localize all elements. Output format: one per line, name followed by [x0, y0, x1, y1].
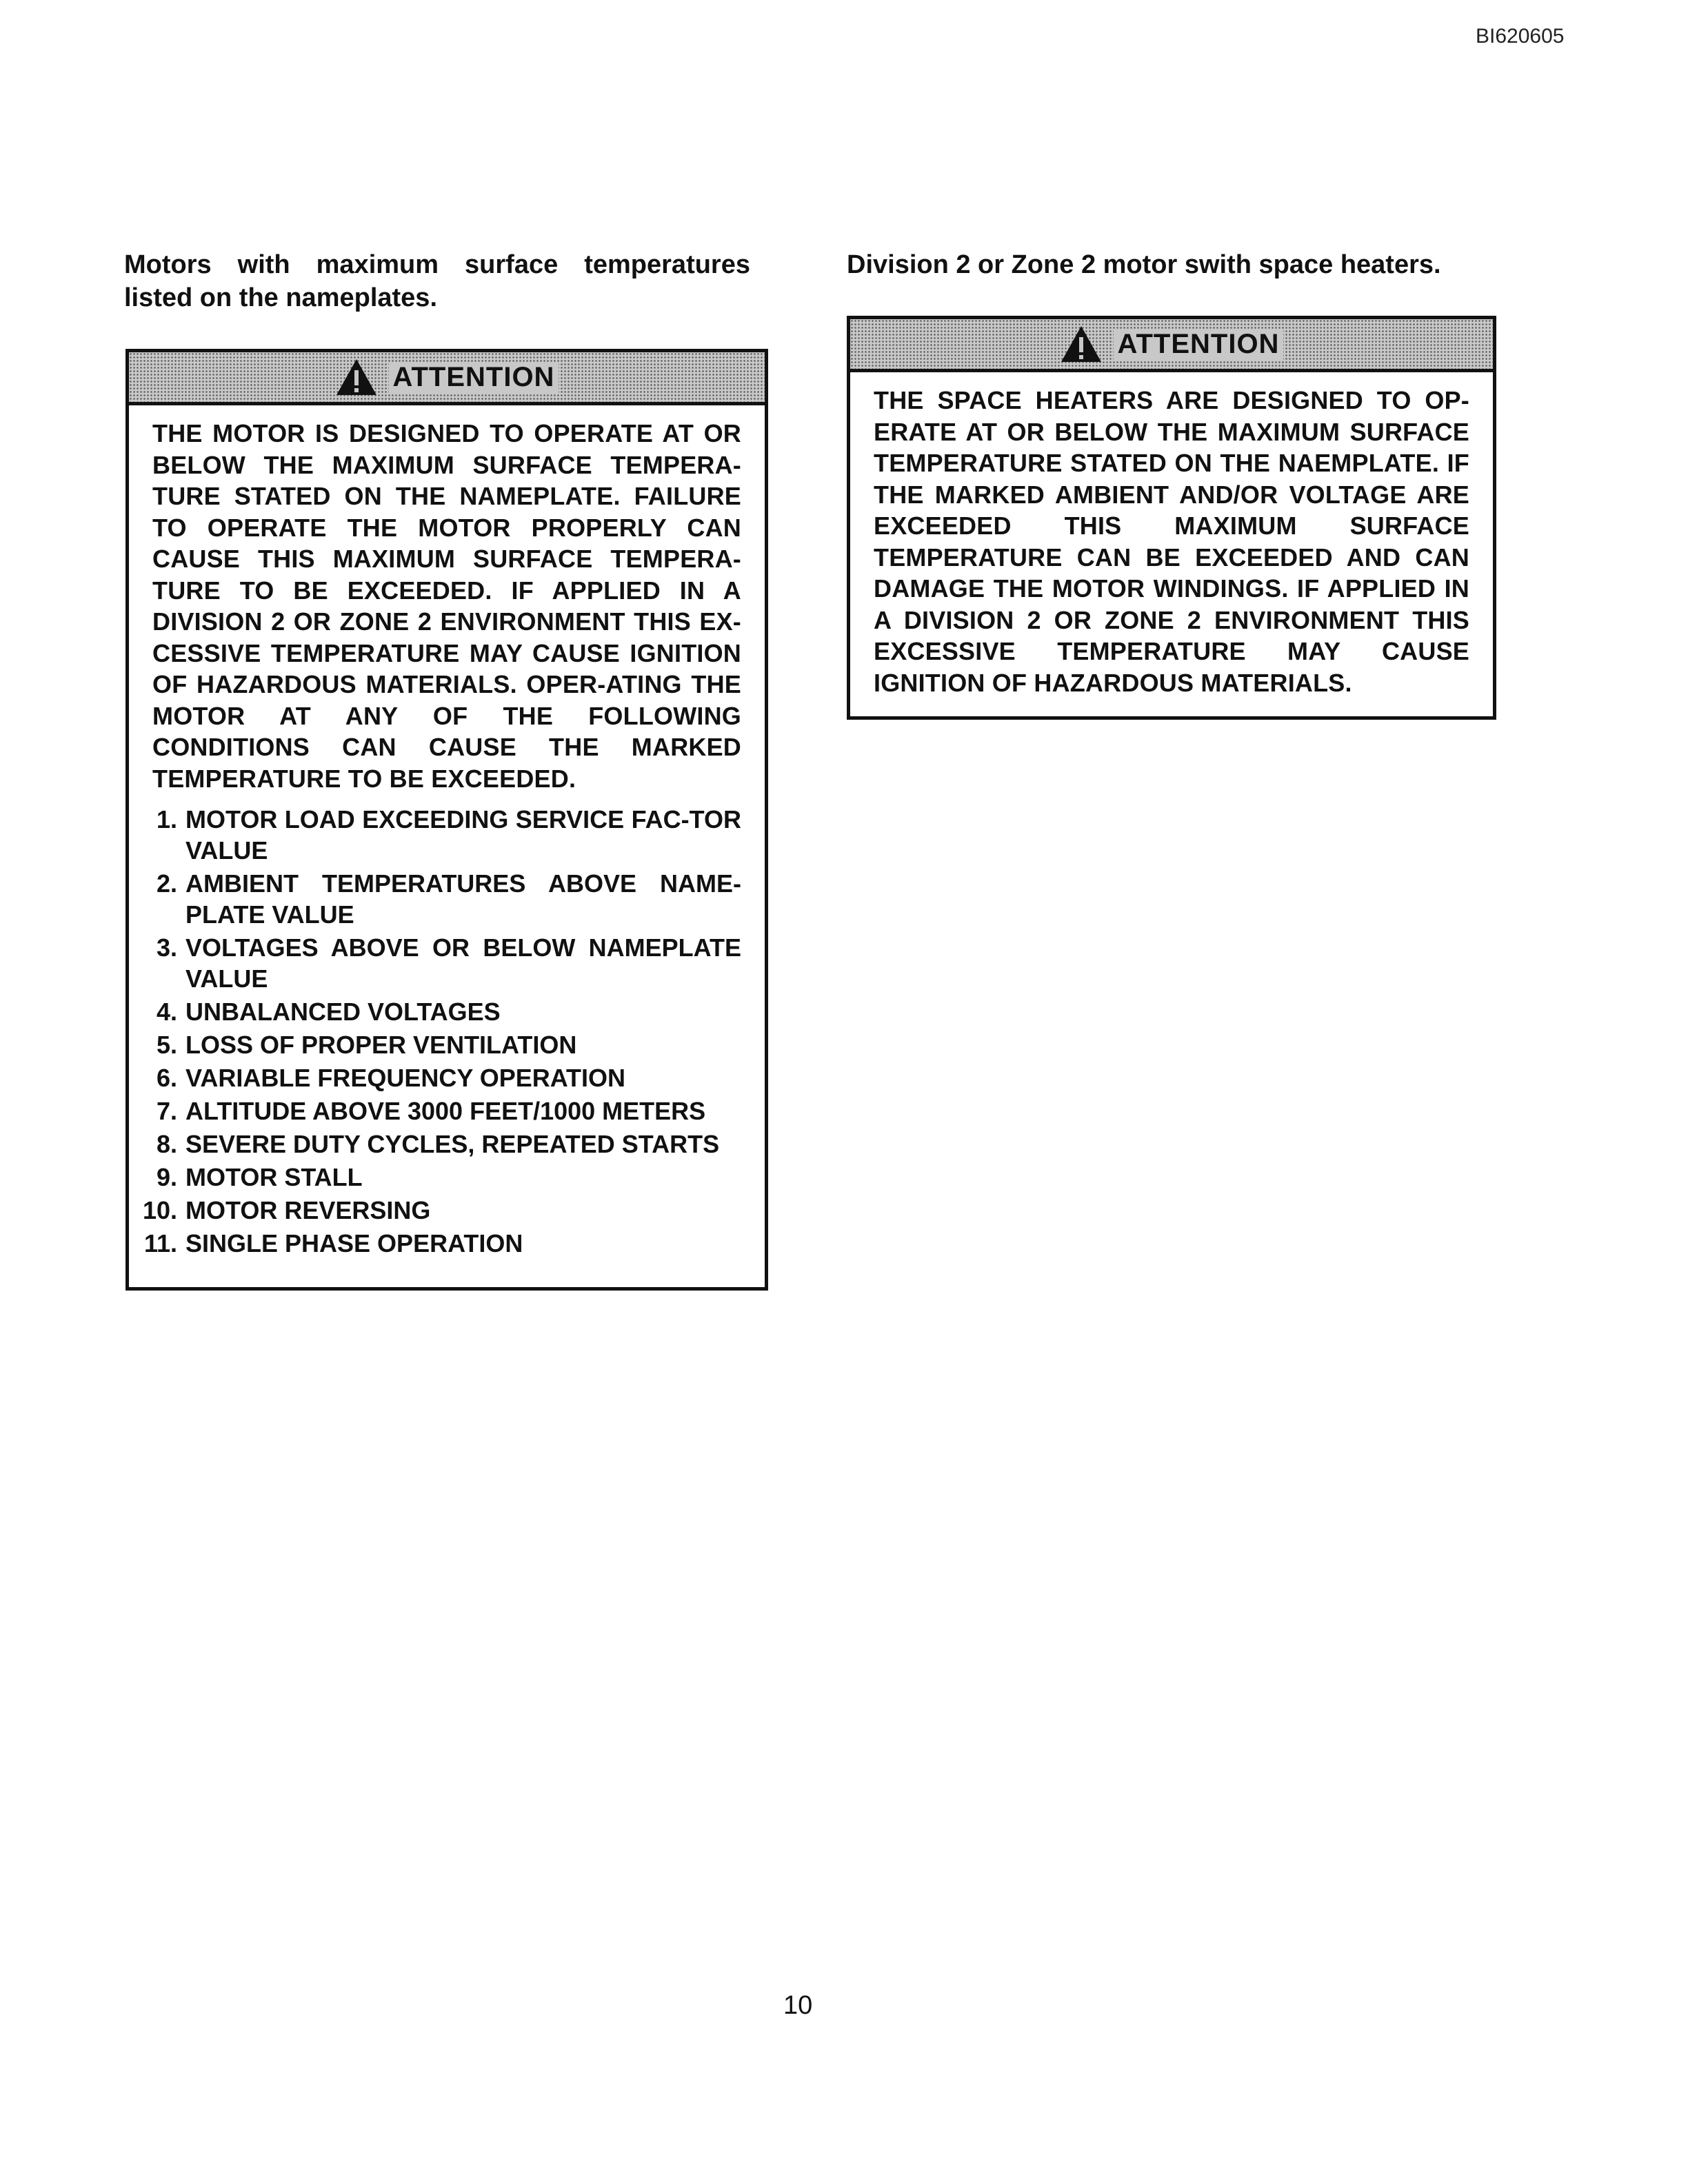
list-item-number: 3. [156, 933, 177, 962]
left-intro-text: Motors with maximum surface temperatures listed on the nameplates. [124, 250, 750, 312]
conditions-list [129, 804, 765, 1259]
list-item-number: 6. [156, 1064, 177, 1092]
list-item-text: MOTOR REVERSING [185, 1196, 431, 1224]
motor-temperature-warning-box [125, 349, 768, 1291]
list-item-text: VARIABLE FREQUENCY OPERATION [185, 1064, 626, 1092]
list-item-number: 10. [142, 1196, 177, 1224]
list-item [136, 1195, 741, 1226]
space-heater-warning-box [847, 316, 1496, 720]
list-item-text: SINGLE PHASE OPERATION [185, 1229, 523, 1257]
list-item [136, 1228, 741, 1259]
list-item-text: AMBIENT TEMPERATURES ABOVE NAME-PLATE VALUE [185, 869, 741, 929]
warning-title: ATTENTION [389, 362, 559, 393]
list-item [136, 1095, 741, 1126]
right-intro-text: Division 2 or Zone 2 motor swith space heaters. [847, 250, 1441, 279]
list-item-number: 4. [156, 998, 177, 1026]
list-item [136, 1062, 741, 1093]
warning-triangle-icon [1060, 325, 1103, 363]
list-item-number: 11. [143, 1229, 177, 1257]
warning-header [129, 352, 765, 405]
list-item [136, 1162, 741, 1193]
warning-body-text: THE SPACE HEATERS ARE DESIGNED TO OP-ERATE AT OR BELOW THE MAXIMUM SURFACE TEMPERATURE STATED ON THE NAEMPLATE. IF THE MARKED AMBIENT AND/OR VOLTAGE ARE EXCEEDED THIS MAXIMUM SURFACE TEMPERATURE CAN BE EXCEEDED AND CAN DAMAGE THE MOTOR WINDINGS. IF APPLIED IN A DIVISION 2 OR ZONE 2 ENVIRONMENT THIS EXCESSIVE TEMPERATURE MAY CAUSE IGNITION OF HAZARDOUS MATERIALS. [874, 386, 1469, 697]
list-item [136, 932, 741, 994]
list-item-number: 5. [156, 1031, 177, 1059]
list-item-text: LOSS OF PROPER VENTILATION [185, 1031, 577, 1059]
warning-body-text: THE MOTOR IS DESIGNED TO OPERATE AT OR BELOW THE MAXIMUM SURFACE TEMPERA-TURE STATED ON THE NAMEPLATE. FAILURE TO OPERATE THE MOTOR PROPERLY CAN CAUSE THIS MAXIMUM SURFACE TEMPERA-TURE TO BE EXCEEDED. IF APPLIED IN A DIVISION 2 OR ZONE 2 ENVIRONMENT THIS EX-CESSIVE TEMPERATURE MAY CAUSE IGNITION OF HAZARDOUS MATERIALS. OPER-ATING THE MOTOR AT ANY OF THE FOLLOWING CONDITIONS CAN CAUSE THE MARKED TEMPERATURE TO BE EXCEEDED. [152, 419, 741, 793]
list-item-text: UNBALANCED VOLTAGES [185, 998, 501, 1026]
list-item-text: SEVERE DUTY CYCLES, REPEATED STARTS [185, 1130, 720, 1158]
list-item-number: 2. [156, 869, 177, 898]
list-item [136, 868, 741, 930]
page-number: 10 [783, 1991, 813, 2020]
warning-header [850, 319, 1493, 372]
warning-title: ATTENTION [1114, 329, 1284, 360]
list-item-number: 7. [156, 1097, 177, 1125]
warning-triangle-icon [335, 358, 378, 396]
list-item-text: VOLTAGES ABOVE OR BELOW NAMEPLATE VALUE [185, 933, 741, 993]
list-item-number: 8. [156, 1130, 177, 1158]
list-item-text: MOTOR STALL [185, 1163, 363, 1191]
list-item-number: 1. [156, 805, 177, 833]
list-item-text: MOTOR LOAD EXCEEDING SERVICE FAC-TOR VALUE [185, 805, 741, 865]
list-item [136, 804, 741, 866]
list-item [136, 1129, 741, 1160]
document-code: BI620605 [1476, 25, 1565, 48]
list-item [136, 1029, 741, 1060]
list-item-number: 9. [156, 1163, 177, 1191]
list-item [136, 996, 741, 1027]
list-item-text: ALTITUDE ABOVE 3000 FEET/1000 METERS [185, 1097, 706, 1125]
